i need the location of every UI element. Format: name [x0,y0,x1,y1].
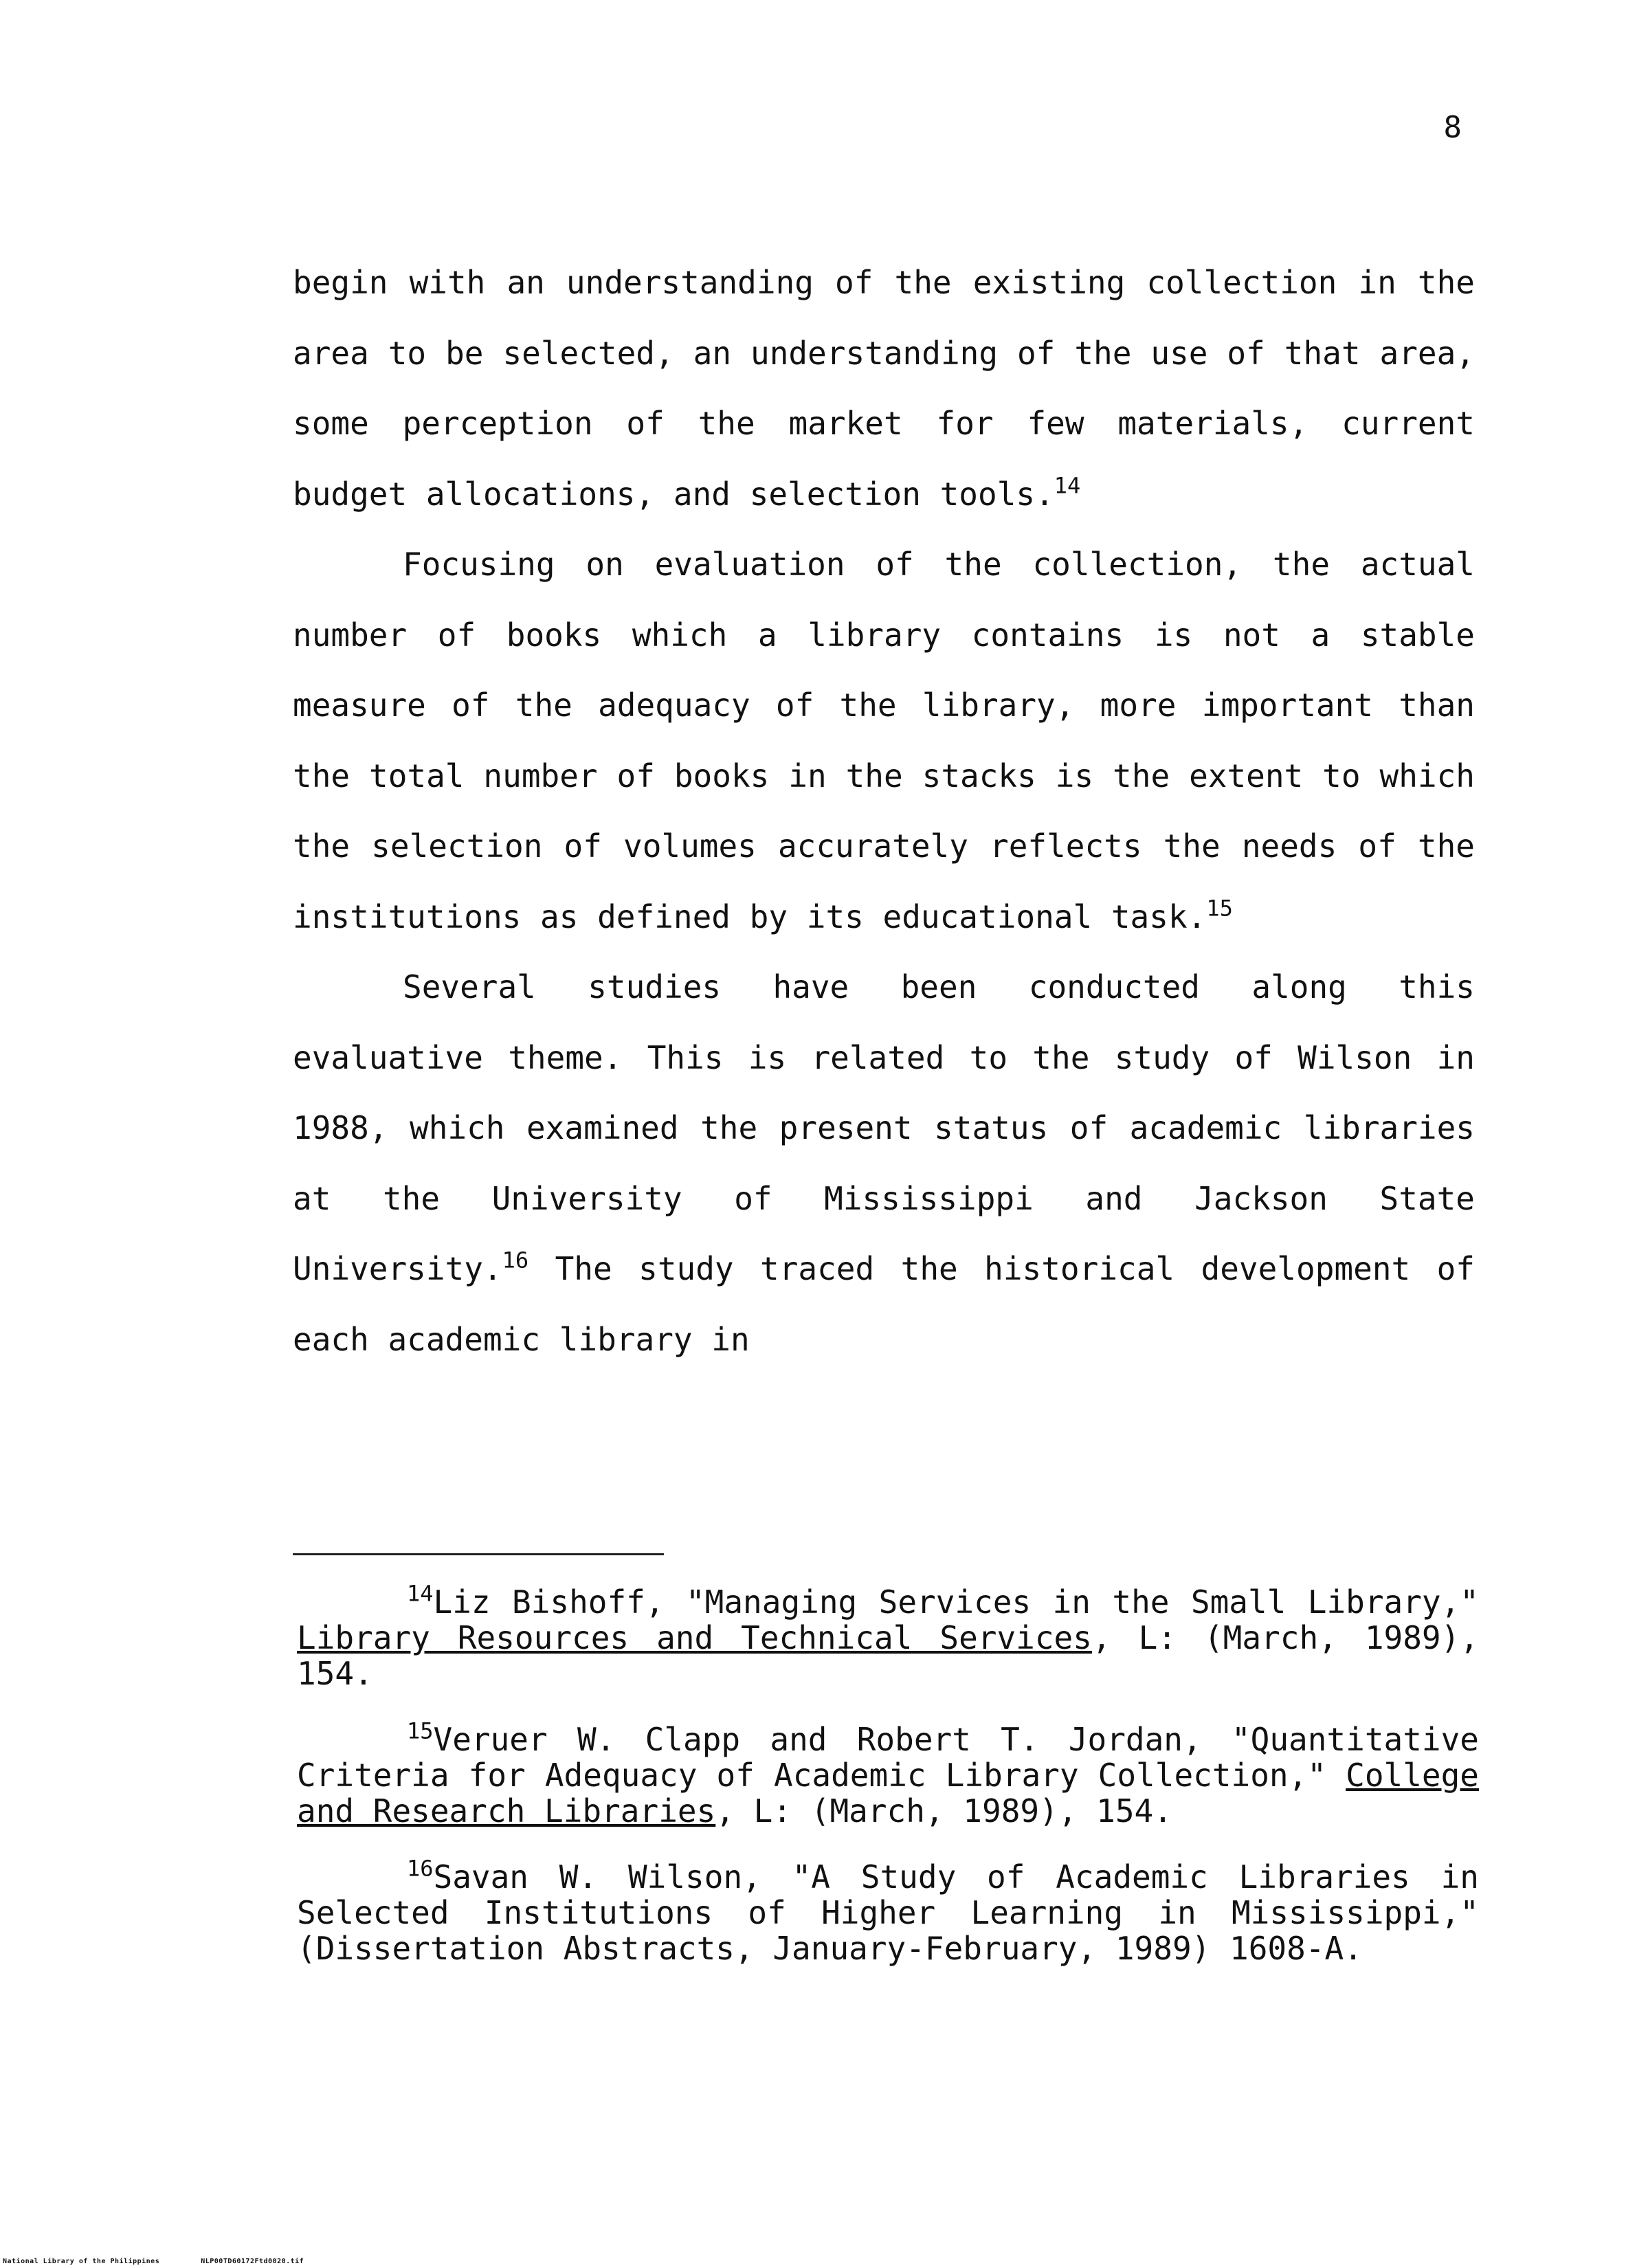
footnote-15 [297,1717,1479,1830]
body-text [293,247,1475,1375]
footnote-number: 14 [407,1580,434,1607]
footer-file-name: NLP00TD60172Ftd0020.tif [201,2258,304,2265]
footnote-ref-14: 14 [1054,471,1081,498]
paragraph-3-text-after: The study traced the historical development of each academic library in [293,1250,1475,1358]
page-number: 8 [1443,110,1462,145]
footnote-text: Veruer W. Clapp and Robert T. Jordan, "Quantitative Criteria for Adequacy of Academic Library Collection," [297,1721,1479,1794]
footnote-ref-16: 16 [502,1247,529,1274]
footnote-ref-15: 15 [1206,894,1233,921]
paragraph-1 [293,247,1475,529]
footnote-16 [297,1855,1479,1967]
footer-library-name: National Library of the Philippines [3,2258,160,2265]
footnote-number: 16 [407,1855,434,1882]
paragraph-1-text: begin with an understanding of the existing collection in the area to be selected, an understanding of the use of that area, some perception of the market for few materials, current budget allocations, and selection tools. [293,264,1475,513]
footnote-text: , L: (March, 1989), 154. [297,1619,1479,1692]
paragraph-3-text-before: Several studies have been conducted along this evaluative theme. This is related to the study of Wilson in 1988, which examined the present status of academic libraries at the University of Mississippi and Jackson State University. [293,968,1475,1287]
paragraph-2 [293,529,1475,952]
footnote-text: Liz Bishoff, "Managing Services in the Small Library," [433,1583,1479,1621]
footnote-text: Savan W. Wilson, "A Study of Academic Libraries in Selected Institutions of Higher Learning in Mississippi," (Dissertation Abstracts, January-February, 1989) 1608-A. [297,1858,1479,1967]
footnotes [297,1580,1479,1997]
scan-footer [3,2258,345,2265]
footnote-journal-title: Library Resources and Technical Services [297,1619,1092,1656]
paragraph-3 [293,952,1475,1375]
paragraph-2-text: Focusing on evaluation of the collection, the actual number of books which a library contains is not a stable measure of the adequacy of the library, more important than the total number of books in the stacks is the extent to which the selection of volumes accurately reflects the needs of the institutions as defined by its educational task. [293,546,1475,935]
footnote-journal-title: College and Research Libraries [297,1757,1479,1830]
footnote-number: 15 [407,1717,434,1744]
footnote-text: , L: (March, 1989), 154. [715,1792,1172,1830]
footnote-14 [297,1580,1479,1692]
footnote-divider [293,1553,664,1555]
